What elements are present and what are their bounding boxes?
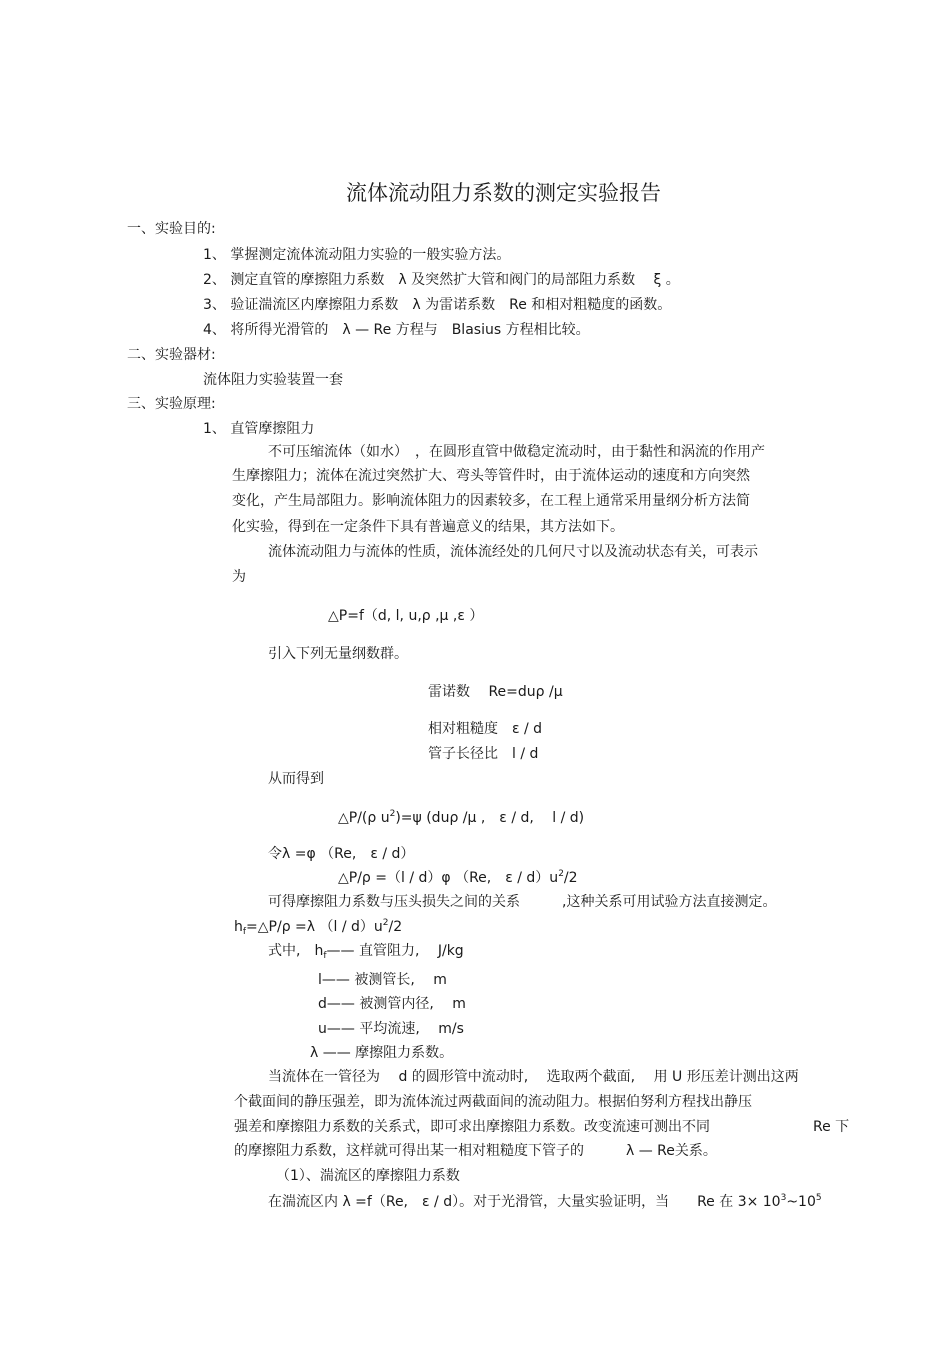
paragraph-line: 生摩擦阻力；流体在流过突然扩大、弯头等管件时，由于流体运动的速度和方向突然 xyxy=(232,468,750,484)
paragraph-line: Re 下 xyxy=(813,1119,850,1135)
subsection-heading: （1）、湍流区的摩擦阻力系数 xyxy=(276,1168,460,1184)
variable-definition: d—— 被测管内径, m xyxy=(318,996,466,1012)
paragraph-line: 化实验，得到在一定条件下具有普遍意义的结果，其方法如下。 xyxy=(232,519,624,535)
paragraph: 从而得到 xyxy=(268,771,324,787)
paragraph-line: 的摩擦阻力系数，这样就可得出某一相对粗糙度下管子的 λ — Re关系。 xyxy=(234,1143,717,1159)
paragraph-line: 不可压缩流体（如水） ，在圆形直管中做稳定流动时，由于黏性和涡流的作用产 xyxy=(268,444,765,460)
list-item: 4、 将所得光滑管的 λ — Re 方程与 Blasius 方程相比较。 xyxy=(203,322,590,338)
equation: △P/(ρ $u^2)=\psi$ (duρ /μ , ε / d, l / d) xyxy=(338,809,585,826)
paragraph-line: 强差和摩擦阻力系数的关系式，即可求出摩擦阻力系数。改变流速可测出不同 xyxy=(234,1119,710,1135)
list-item: 1、 掌握测定流体流动阻力实验的一般实验方法。 xyxy=(203,247,511,263)
section-heading: 三、实验原理: xyxy=(127,396,216,412)
list-item: 2、 测定直管的摩擦阻力系数 λ 及突然扩大管和阀门的局部阻力系数 ξ 。 xyxy=(203,272,680,288)
paragraph-line: 为 xyxy=(232,569,246,585)
paragraph-line: 流体流动阻力与流体的性质，流体流经处的几何尺寸以及流动状态有关，可表示 xyxy=(268,544,758,560)
section-heading: 一、实验目的: xyxy=(127,221,216,237)
equation: △P/ρ =（l / d）φ （Re, ε / $d)u^2/2$ xyxy=(338,869,578,886)
section-heading: 二、实验器材: xyxy=(127,347,216,363)
list-item: 3、 验证湍流区内摩擦阻力系数 λ 为雷诺系数 Re 和相对粗糙度的函数。 xyxy=(203,297,672,313)
paragraph-line: 在湍流区内 λ =f（Re, ε / d）。对于光滑管，大量实验证明，当 Re 在 $3\times 10^3\sim 10^5$ xyxy=(268,1193,822,1210)
paragraph: 引入下列无量纲数群。 xyxy=(268,646,408,662)
paragraph-line: 变化，产生局部阻力。影响流体阻力的因素较多，在工程上通常采用量纲分析方法简 xyxy=(232,493,750,509)
paragraph: 可得摩擦阻力系数与压头损失之间的关系 ,这种关系可用试验方法直接测定。 xyxy=(268,894,777,910)
equation: $h_f=\triangle P/\rho =\lambda$ $(l / d)u^2/2$ xyxy=(234,918,403,937)
group-item: 相对粗糙度 ε / d xyxy=(428,721,543,737)
paragraph-line: 个截面间的静压强差，即为流体流过两截面间的流动阻力。根据伯努利方程找出静压 xyxy=(234,1094,752,1110)
group-item: 管子长径比 l / d xyxy=(428,746,539,762)
equation: △P=f（d, l, u,ρ ,μ ,ε ） xyxy=(328,608,484,624)
subsection-heading: 1、 直管摩擦阻力 xyxy=(203,421,315,437)
variable-definition: λ —— 摩擦阻力系数。 xyxy=(310,1045,454,1061)
variable-definition: u—— 平均流速, m/s xyxy=(318,1021,464,1037)
page-title: 流体流动阻力系数的测定实验报告 xyxy=(346,181,661,205)
variable-definition: 式中, $h_f——$ 直管阻力, J/kg xyxy=(268,943,464,961)
equation: 令λ =φ （Re, ε / d） xyxy=(268,846,415,862)
paragraph-line: 当流体在一管径为 d 的圆形管中流动时, 选取两个截面, 用 U 形压差计测出这两 xyxy=(268,1069,799,1085)
variable-definition: l—— 被测管长, m xyxy=(318,972,447,988)
paragraph: 流体阻力实验装置一套 xyxy=(203,372,343,388)
group-item: 雷诺数 Re=duρ /μ xyxy=(428,684,563,700)
